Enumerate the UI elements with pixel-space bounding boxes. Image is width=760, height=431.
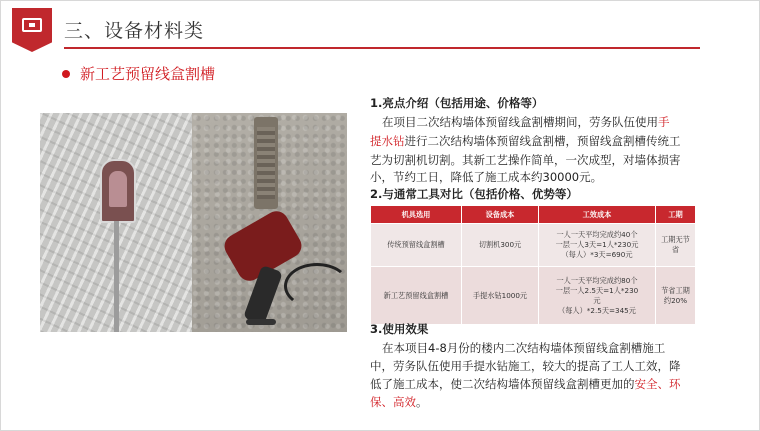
wall-box-photo	[40, 113, 192, 332]
section3-line1: 在本项目4-8月份的楼内二次结构墙体预留线盒割槽施工	[382, 341, 666, 355]
section1-line2: 提水钻进行二次结构墙体预留线盒割槽，预留线盒割槽传统工	[370, 134, 681, 148]
section2-heading: 2.与通常工具对比（包括价格、优势等）	[370, 187, 578, 201]
title-divider	[64, 47, 700, 49]
section1-line3: 艺为切割机切割。其新工艺操作简单，一次成型，对墙体损害	[370, 153, 681, 167]
efficiency-line: （每人）*3天=690元	[561, 250, 633, 259]
box-interior	[109, 171, 127, 207]
section1-line1: 在项目二次结构墙体预留线盒割槽期间，劳务队伍使用手	[382, 115, 670, 129]
section3-line4: 保、高效。	[370, 395, 428, 409]
table-row	[371, 224, 696, 267]
table-header-tool: 机具选用	[371, 206, 462, 224]
period-line: 工期无节	[661, 235, 690, 244]
efficiency-line: 一人一天平均完成约80个	[556, 275, 638, 285]
table-header-efficiency: 工效成本	[539, 206, 656, 224]
cell-efficiency	[539, 267, 656, 325]
efficiency-line: 一层一人2.5天=1人*230	[555, 285, 639, 295]
cell-efficiency	[539, 224, 656, 267]
cell-period	[656, 267, 696, 325]
box-opening	[100, 159, 136, 223]
drill-cord	[284, 263, 347, 309]
period-line: 约20%	[663, 295, 688, 305]
table-header-period: 工期	[656, 206, 696, 224]
section3-heading: 3.使用效果	[370, 322, 429, 336]
table-row	[371, 267, 696, 325]
section3-line3: 低了施工成本，使二次结构墙体预留线盒割槽更加的安全、环	[370, 377, 681, 391]
page-title: 三、设备材料类	[64, 20, 205, 42]
section1-line4: 小，节约工日，降低了施工成本约30000元。	[370, 170, 603, 184]
conduit-pipe	[114, 221, 119, 332]
period-line: 省	[671, 245, 680, 254]
cell-period	[656, 224, 696, 267]
cell-cost: 手提水钻1000元	[462, 267, 539, 325]
section3-line2: 中，劳务队伍使用手提水钻施工，较大的提高了工人工效，降	[370, 359, 681, 373]
efficiency-line: 元	[593, 295, 601, 305]
efficiency-line: 一层一人3天=1人*230元	[555, 240, 639, 249]
efficiency-line: （每人）*2.5天=345元	[558, 305, 636, 315]
cell-tool: 新工艺预留线盒割槽	[371, 267, 462, 325]
core-bit	[254, 117, 278, 209]
section-subtitle: 新工艺预留线盒割槽	[80, 65, 216, 83]
cell-tool: 传统预留线盒割槽	[371, 224, 462, 267]
slide-icon	[22, 18, 42, 32]
efficiency-line: 一人一天平均完成约40个	[556, 230, 638, 239]
bullet-dot-icon	[62, 70, 70, 78]
section1-heading: 1.亮点介绍（包括用途、价格等）	[370, 96, 544, 110]
comparison-table	[370, 205, 696, 325]
cell-cost: 切割机300元	[462, 224, 539, 267]
core-drill-photo	[192, 113, 347, 332]
drill-base	[246, 319, 276, 325]
period-line: 节省工期	[661, 285, 690, 295]
table-header-cost: 设备成本	[462, 206, 539, 224]
